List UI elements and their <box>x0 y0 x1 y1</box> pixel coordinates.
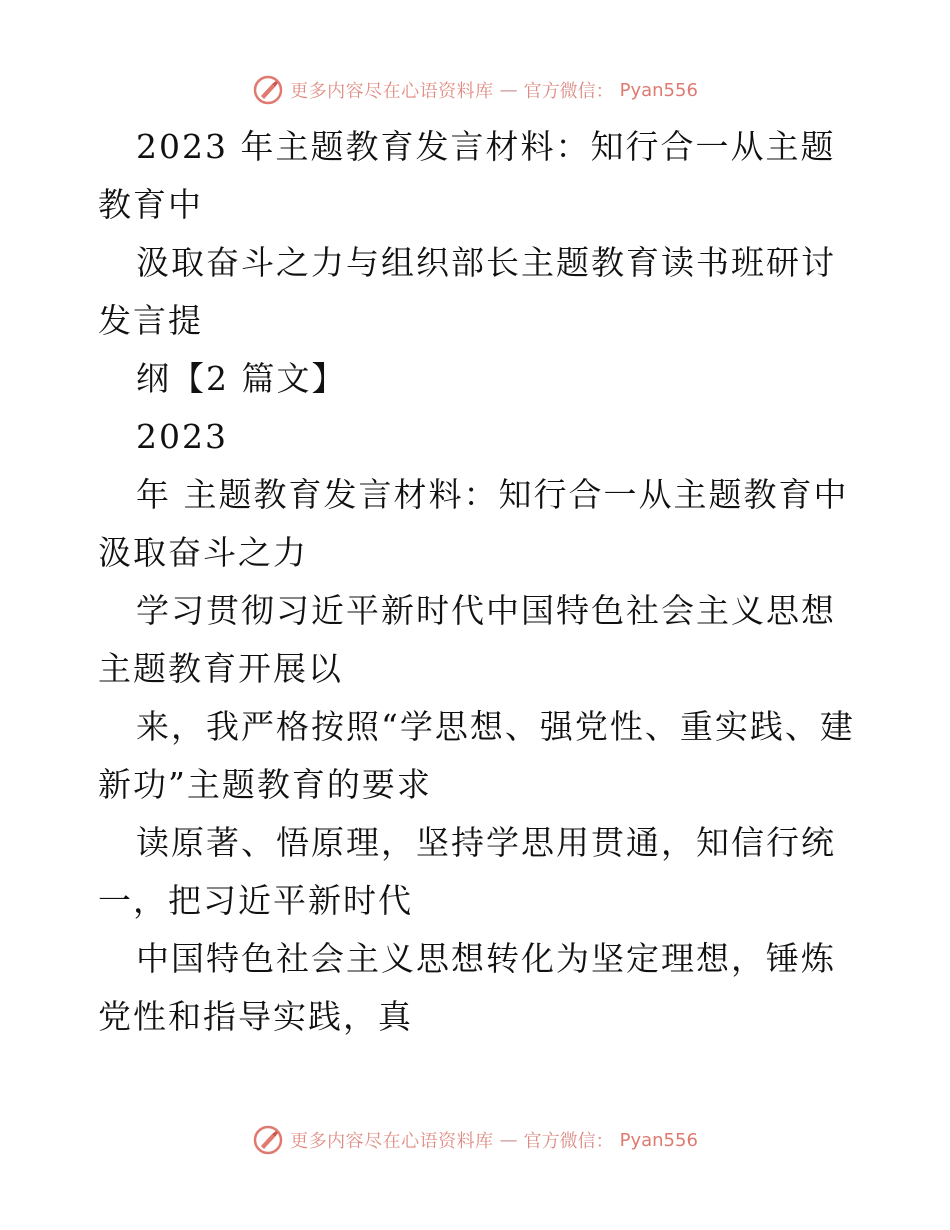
pen-nib-logo-icon <box>252 74 284 106</box>
document-body <box>98 118 858 1046</box>
watermark-separator: — <box>499 1129 518 1151</box>
paragraph-title-1: 2023 年主题教育发言材料：知行合一从主题教育中 <box>98 127 836 224</box>
footer-watermark <box>0 1120 950 1160</box>
paragraph-body-2: 来，我严格按照“学思想、强党性、重实践、建新功”主题教育的要求 <box>98 707 855 804</box>
paragraph-body-1: 学习贯彻习近平新时代中国特色社会主义思想主题教育开展以 <box>98 591 836 688</box>
watermark-wechat-label: 官方微信： <box>523 1131 614 1152</box>
pen-nib-logo-icon <box>252 1124 284 1156</box>
watermark-wechat-id: Pyan556 <box>619 1129 698 1151</box>
paragraph-title-3: 纲【2 篇文】 <box>136 359 347 398</box>
paragraph-year: 2023 <box>136 417 228 456</box>
paragraph-body-4: 中国特色社会主义思想转化为坚定理想，锤炼党性和指导实践，真 <box>98 939 836 1036</box>
watermark-wechat-label: 官方微信： <box>523 81 614 102</box>
header-watermark <box>0 70 950 110</box>
paragraph-title-2: 汲取奋斗之力与组织部长主题教育读书班研讨发言提 <box>98 243 836 340</box>
watermark-wechat-id: Pyan556 <box>619 79 698 101</box>
paragraph-body-3: 读原著、悟原理，坚持学思用贯通，知信行统一，把习近平新时代 <box>98 823 836 920</box>
watermark-text: 更多内容尽在心语资料库 <box>290 1131 494 1152</box>
watermark-text: 更多内容尽在心语资料库 <box>290 81 494 102</box>
watermark-separator: — <box>499 79 518 101</box>
paragraph-subtitle: 年 主题教育发言材料：知行合一从主题教育中汲取奋斗之力 <box>98 475 849 572</box>
